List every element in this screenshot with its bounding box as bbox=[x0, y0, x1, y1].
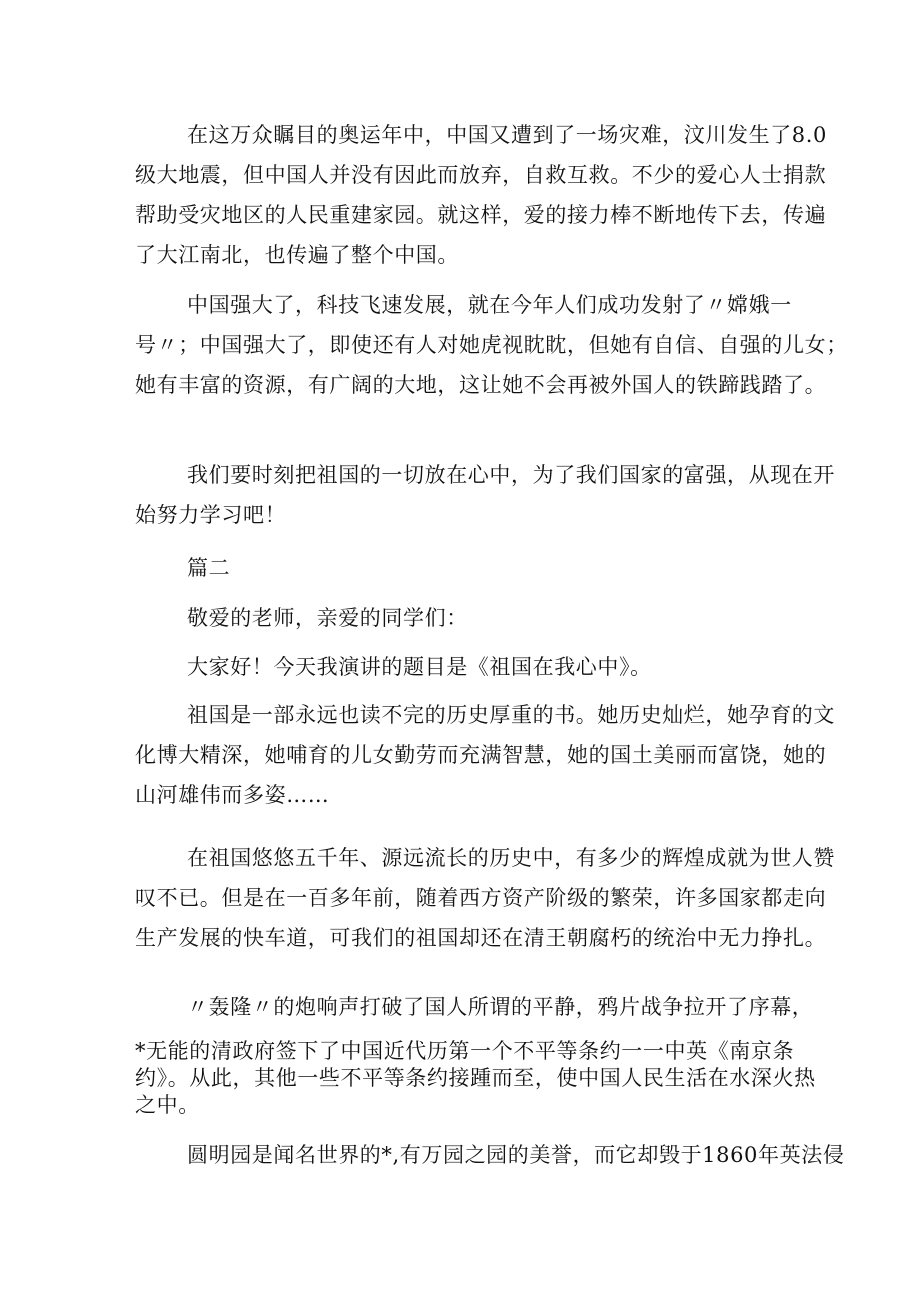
paragraph-line: 生产发展的快车道，可我们的祖国却还在清王朝腐朽的统治中无力挣扎。 bbox=[135, 926, 827, 950]
section-heading-text: 篇二 bbox=[187, 556, 231, 580]
paragraph-line: 号〃；中国强大了，即使还有人对她虎视眈眈，但她有自信、自强的儿女； bbox=[135, 333, 848, 357]
paragraph-line: 敬爱的老师，亲爱的同学们： bbox=[187, 606, 468, 630]
paragraph-line: 了大江南北，也传遍了整个中国。 bbox=[135, 243, 459, 267]
paragraph-line: 在这万众瞩目的奥运年中，中国又遭到了一场灾难，汶川发生了8.0 bbox=[187, 123, 827, 147]
paragraph-unequal-treaty bbox=[135, 1038, 816, 1119]
paragraph-line: 中国强大了，科技飞速发展，就在今年人们成功发射了〃嫦娥一 bbox=[187, 293, 792, 317]
section-heading bbox=[135, 548, 795, 588]
paragraph-line: 约》。从此，其他一些不平等条约接踵而至，使中国人民生活在水深火热 bbox=[135, 1066, 816, 1090]
paragraph-motherland-book bbox=[135, 695, 835, 815]
paragraph-greeting bbox=[135, 598, 795, 638]
paragraph-line: 化博大精深，她哺育的儿女勤劳而充满智慧，她的国土美丽而富饶，她的 bbox=[135, 743, 827, 767]
paragraph-line: 始努力学习吧！ bbox=[135, 503, 287, 527]
paragraph-line: *无能的清政府签下了中国近代历第一个不平等条约一一中英《南京条 bbox=[135, 1039, 795, 1063]
paragraph-line: 圆明园是闻名世界的*,有万园之园的美誉，而它却毁于1860年英法侵 bbox=[187, 1143, 845, 1167]
paragraph-line: 山河雄伟而多姿…… bbox=[135, 783, 330, 807]
paragraph-line: 我们要时刻把祖国的一切放在心中，为了我们国家的富强，从现在开 bbox=[187, 463, 835, 487]
paragraph-history bbox=[135, 838, 835, 958]
paragraph-line: 她有丰富的资源，有广阔的大地，这让她不会再被外国人的铁蹄践踏了。 bbox=[135, 373, 827, 397]
paragraph-study-hard bbox=[135, 455, 835, 535]
paragraph-china-strong bbox=[135, 285, 848, 405]
paragraph-line: 〃轰隆〃的炮响声打破了国人所谓的平静，鸦片战争拉开了序幕， bbox=[187, 995, 814, 1019]
paragraph-yuanmingyuan bbox=[135, 1135, 845, 1175]
paragraph-line: 大家好！今天我演讲的题目是《祖国在我心中》。 bbox=[187, 655, 652, 679]
paragraph-line: 级大地震，但中国人并没有因此而放弃，自救互救。不少的爱心人士捐款 bbox=[135, 163, 827, 187]
paragraph-opium-war bbox=[135, 987, 814, 1027]
paragraph-speech-title bbox=[135, 647, 795, 687]
paragraph-wenchuan-earthquake bbox=[135, 115, 827, 275]
paragraph-line: 祖国是一部永远也读不完的历史厚重的书。她历史灿烂，她孕育的文 bbox=[187, 703, 835, 727]
paragraph-line: 之中。 bbox=[135, 1093, 200, 1117]
paragraph-line: 在祖国悠悠五千年、源远流长的历史中，有多少的辉煌成就为世人赞 bbox=[187, 846, 835, 870]
paragraph-line: 帮助受灾地区的人民重建家园。就这样，爱的接力棒不断地传下去，传遍 bbox=[135, 203, 827, 227]
paragraph-line: 叹不已。但是在一百多年前，随着西方资产阶级的繁荣，许多国家都走向 bbox=[135, 886, 827, 910]
